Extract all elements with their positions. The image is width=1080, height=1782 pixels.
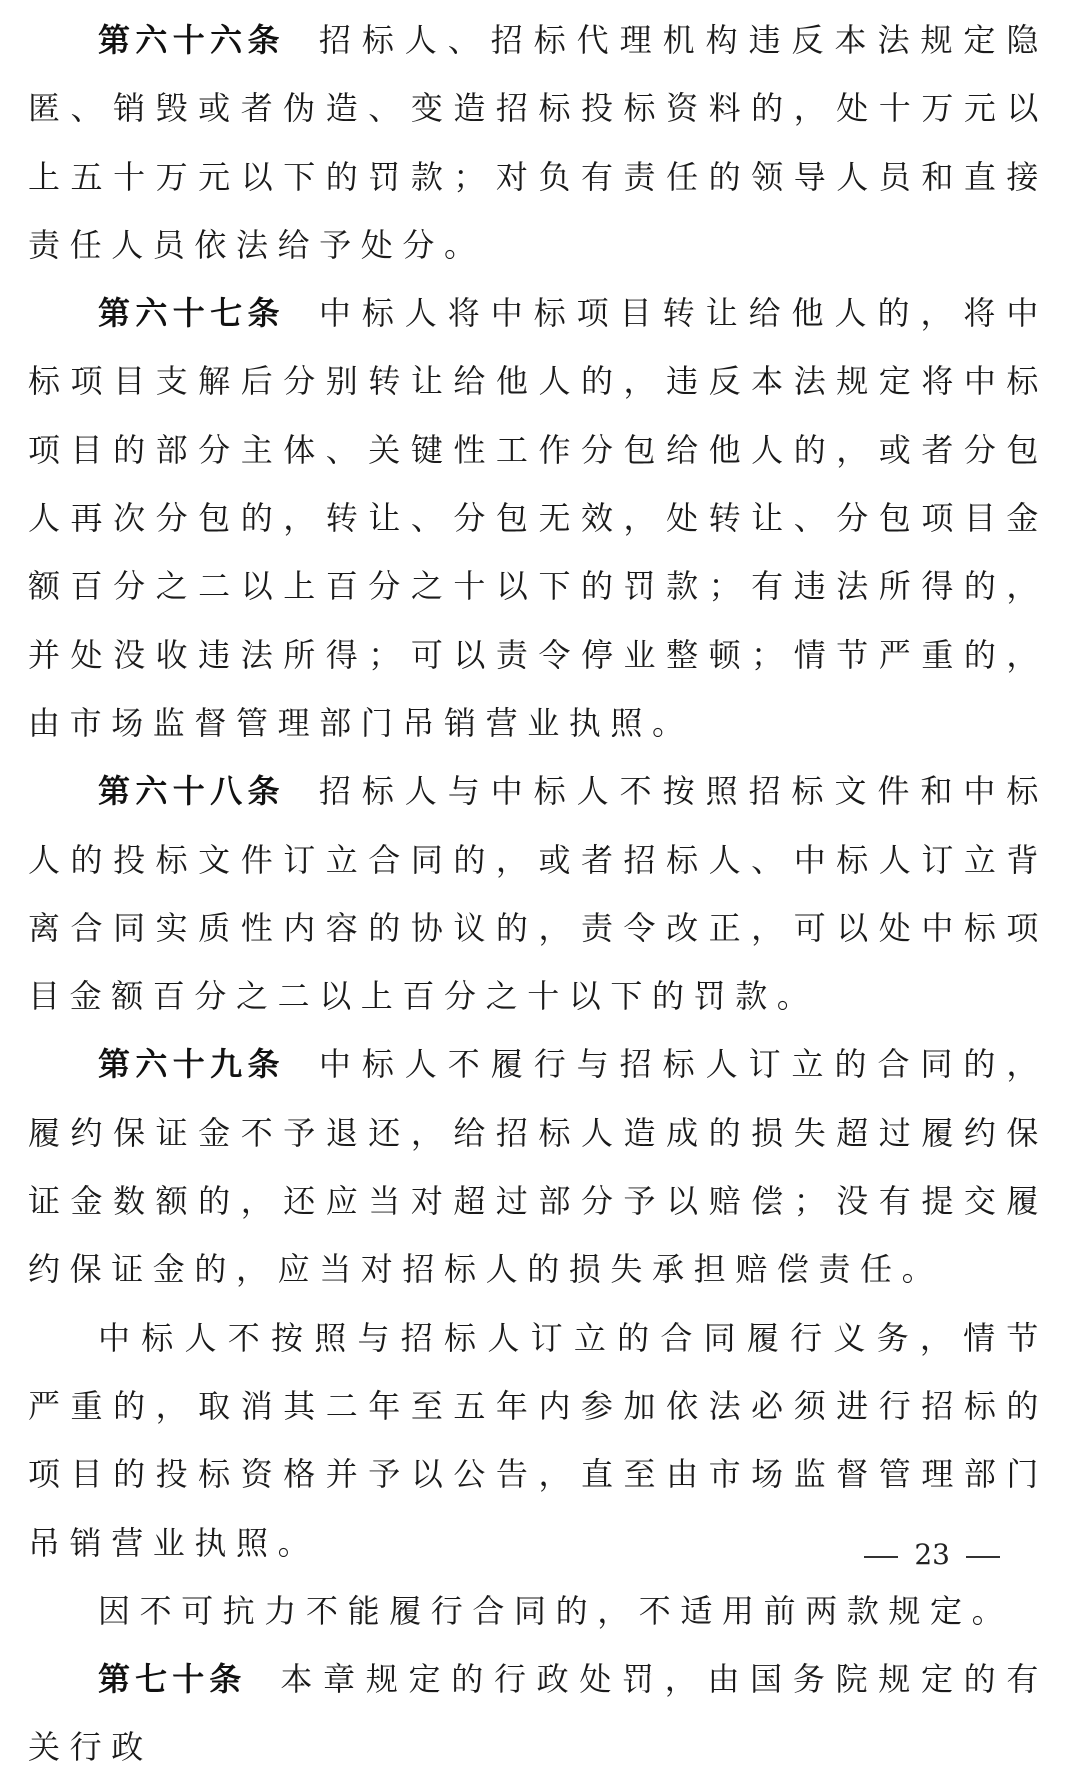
- clause-text: 中标人不按照与招标人订立的合同履行义务，情节严重的，取消其二年至五年内参加依法必须进行招标的项目的投标资格并予以公告，直至由市场监督管理部门吊销营业执照。: [28, 1318, 1048, 1562]
- footer-dash-right: [966, 1556, 1000, 1558]
- article-69-paragraph: [28, 1030, 1048, 1303]
- article-text: 中标人将中标项目转让给他人的，将中标项目支解后分别转让给他人的，违反本法规定将中标项目的部分主体、关键性工作分包给他人的，或者分包人再次分包的，转让、分包无效，处转让、分包项目金额百分之二以上百分之十以下的罚款；有违法所得的，并处没收违法所得；可以责令停业整顿；情节严重的，由市场监督管理部门吊销营业执照。: [28, 294, 1048, 742]
- article-69-clause-3: [28, 1577, 1048, 1645]
- page-footer: [0, 1538, 1080, 1571]
- clause-text: 因不可抗力不能履行合同的，不适用前两款规定。: [98, 1591, 1014, 1630]
- article-69-clause-2: [28, 1304, 1048, 1577]
- article-number: 第六十九条: [98, 1045, 285, 1084]
- article-66-paragraph: [28, 6, 1048, 279]
- article-text: 本章规定的行政处罚，由国务院规定的有关行政: [28, 1660, 1048, 1767]
- article-number: 第七十条: [98, 1660, 247, 1699]
- footer-dash-left: [864, 1556, 898, 1558]
- article-70-paragraph: [28, 1645, 1048, 1782]
- article-text: 招标人与中标人不按照招标文件和中标人的投标文件订立合同的，或者招标人、中标人订立背离合同实质性内容的协议的，责令改正，可以处中标项目金额百分之二以上百分之十以下的罚款。: [28, 772, 1048, 1016]
- article-text: 中标人不履行与招标人订立的合同的，履约保证金不予退还，给招标人造成的损失超过履约保证金数额的，还应当对超过部分予以赔偿；没有提交履约保证金的，应当对招标人的损失承担赔偿责任。: [28, 1045, 1048, 1289]
- article-number: 第六十七条: [98, 294, 285, 333]
- article-68-paragraph: [28, 757, 1048, 1030]
- document-body: [28, 0, 1048, 1782]
- article-number: 第六十六条: [98, 21, 285, 59]
- page-number: 23: [914, 1538, 950, 1571]
- article-67-paragraph: [28, 279, 1048, 757]
- article-number: 第六十八条: [98, 772, 285, 811]
- article-text: 招标人、招标代理机构违反本法规定隐匿、销毁或者伪造、变造招标投标资料的，处十万元以上五十万元以下的罚款；对负有责任的领导人员和直接责任人员依法给予处分。: [28, 21, 1048, 264]
